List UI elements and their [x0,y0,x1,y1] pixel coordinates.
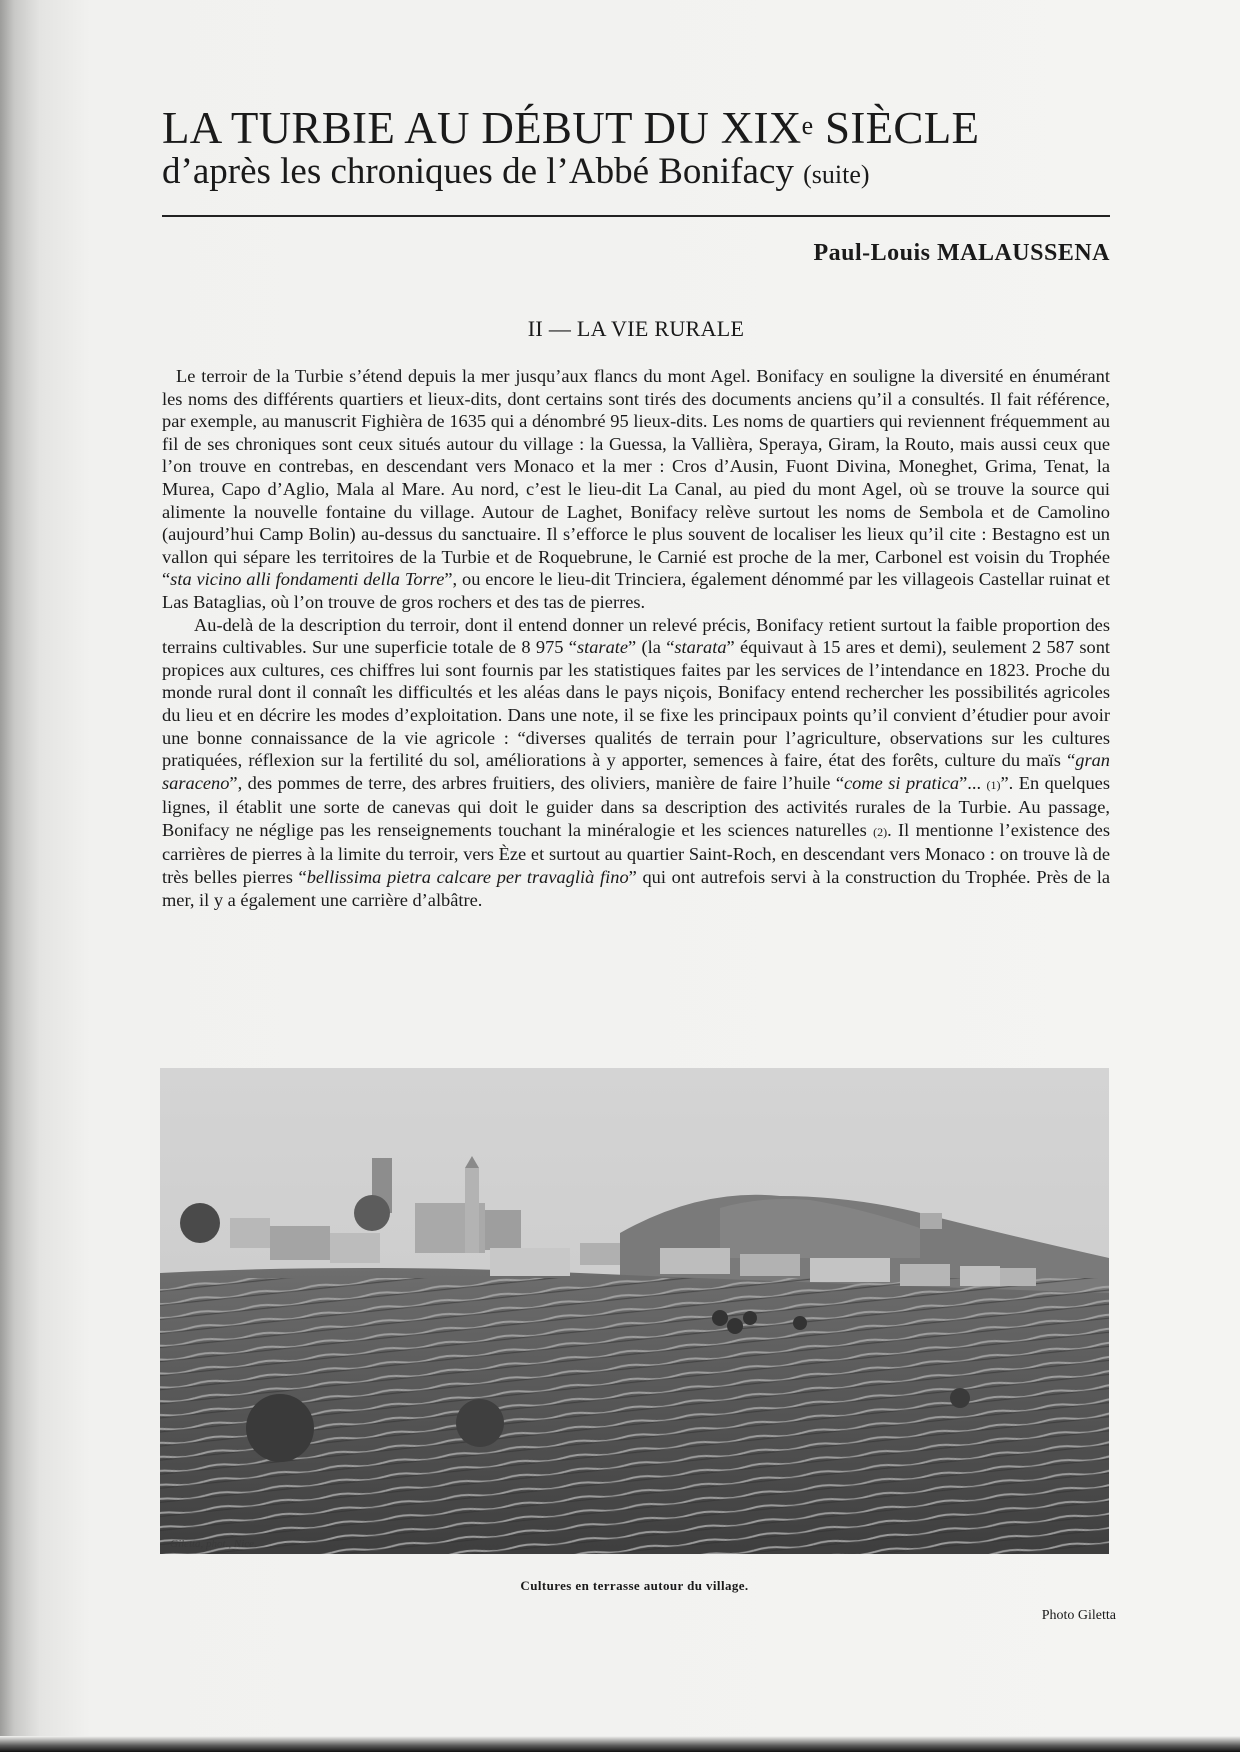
p2-text-d: ”, des pommes de terre, des arbres fruitiers, des oliviers, manière de faire l’huile “ [229,772,844,793]
title-rule [162,215,1110,217]
p2-italic-1: starate [576,637,629,658]
title-superscript: e [801,111,814,140]
author-name: Paul-Louis MALAUSSENA [813,240,1110,266]
village-photo [160,1068,1109,1554]
scan-edge-shadow [0,1736,1240,1752]
photo-signature: Giletta, phot., Nice [170,1538,255,1550]
paragraph-2 [162,614,1110,912]
p2-text-f: ”. En quelques lignes, il établit une sorte de canevas qui doit le guider dans sa description des activités rurales de la Turbie. Au passage, Bonifacy ne néglige pas les renseignements touchant la minéralogie et les sciences naturelles [162,772,1110,840]
article-title [162,102,1062,154]
village-terraces-illustration [160,1068,1109,1554]
footnote-ref-2: (2) [873,824,888,839]
p1-text: Le terroir de la Turbie s’étend depuis la mer jusqu’aux flancs du mont Agel. Bonifacy en souligne la diversité en énumérant les noms des différents quartiers et lieux-dits, dont certains sont tirés des documents anciens qu’il a consultés. Il fait référence, par exemple, au manuscrit Fighièra de 1635 qui a dénombré 95 lieux-dits. Les noms de quartiers qui reviennent fréquemment au fil de ses chroniques sont ceux situés autour du village : la Guessa, la Vallièra, Speraya, Giram, la Routo, mais aussi ceux que l’on trouve en contrebas, en descendant vers Monaco et la mer : Cros d’Ausin, Fuont Divina, Moneghet, Grima, Tenat, la Murea, Capo d’Aglio, Mala al Mare. Au nord, c’est le lieu-dit La Canal, au pied du mont Agel, où se trouve la source qui alimente la nouvelle fontaine du village. Autour de Laghet, Bonifacy relève surtout les noms de Sembola et de Camolino (aujourd’hui Camp Bolin) au-dessus du sanctuaire. Il s’efforce le plus souvent de localiser les lieux qu’il cite : Bestagno est un vallon qui sépare les territoires de la Turbie et de Roquebrune, le Carnié est proche de la mer, Carbonel est voisin du Trophée “ [162,366,1110,590]
p1-text-end: ”, ou encore le lieu-dit Trinciera, également dénommé par les villageois Castellar ruinat et Las Bataglias, où l’on trouve de gros rochers et des tas de pierres. [162,569,1110,612]
p2-italic-2: starata [674,637,727,658]
subtitle-suite: (suite) [803,160,870,189]
photo-caption: Cultures en terrasse autour du village. [520,1578,749,1593]
p2-italic-4: come si pratica [843,772,960,793]
article-subtitle [162,150,1062,197]
p2-text-g: . Il mentionne l’existence des carrières de pierres à la limite du terroir, vers Èze et surtout au quartier Saint-Roch, en descendant vers Monaco : on trouve là de très belles pierres “ [162,819,1110,888]
title-text: LA TURBIE AU DÉBUT DU XIX [162,103,802,153]
footnote-ref-1: (1) [986,777,1001,792]
article-body [162,365,1110,911]
paragraph-1 [162,365,1110,614]
photo-credit: Photo Giletta [1041,1608,1116,1623]
p2-text-e: ”... [959,772,987,793]
p2-italic-3: gran saraceno [162,750,1110,793]
p1-italic-quote: sta vicino alli fondamenti della Torre [170,569,445,590]
section-heading: II — LA VIE RURALE [527,316,745,341]
subtitle-text: d’après les chroniques de l’Abbé Bonifacy [162,151,804,192]
title-text-end: SIÈCLE [813,103,980,153]
p2-text-c: ” équivaut à 15 ares et demi), seulement 2 587 sont propices aux cultures, ces chiffres lui sont fournis par les statistiques faites par les services de l’intendance en 1823. Proche du monde rural dont il connaît les difficultés et les aléas dans le pays niçois, Bonifacy entend rechercher les possibilités agricoles du lieu et en décrire les modes d’exploitation. Dans une note, il se fixe les principaux points qu’il convient d’étudier pour avoir une bonne connaissance de la vie agricole : “diverses qualités de terrain pour l’agriculture, observations sur les cultures pratiquées, réflexion sur la fertilité du sol, améliorations à y apporter, semences à faire, état des forêts, culture du maïs “ [162,637,1111,771]
p2-italic-5: bellissima pietra calcare per travaglià fino [306,867,629,888]
p2-text-a: Au-delà de la description du terroir, dont il entend donner un relevé précis, Bonifacy retient surtout la faible proportion des terrains cultivables. Sur une superficie totale de 8 975 “ [162,614,1110,658]
p2-text-h: ” qui ont autrefois servi à la construction du Trophée. Près de la mer, il y a également une carrière d’albâtre. [162,867,1110,910]
p2-text-b: ” (la “ [628,637,675,658]
